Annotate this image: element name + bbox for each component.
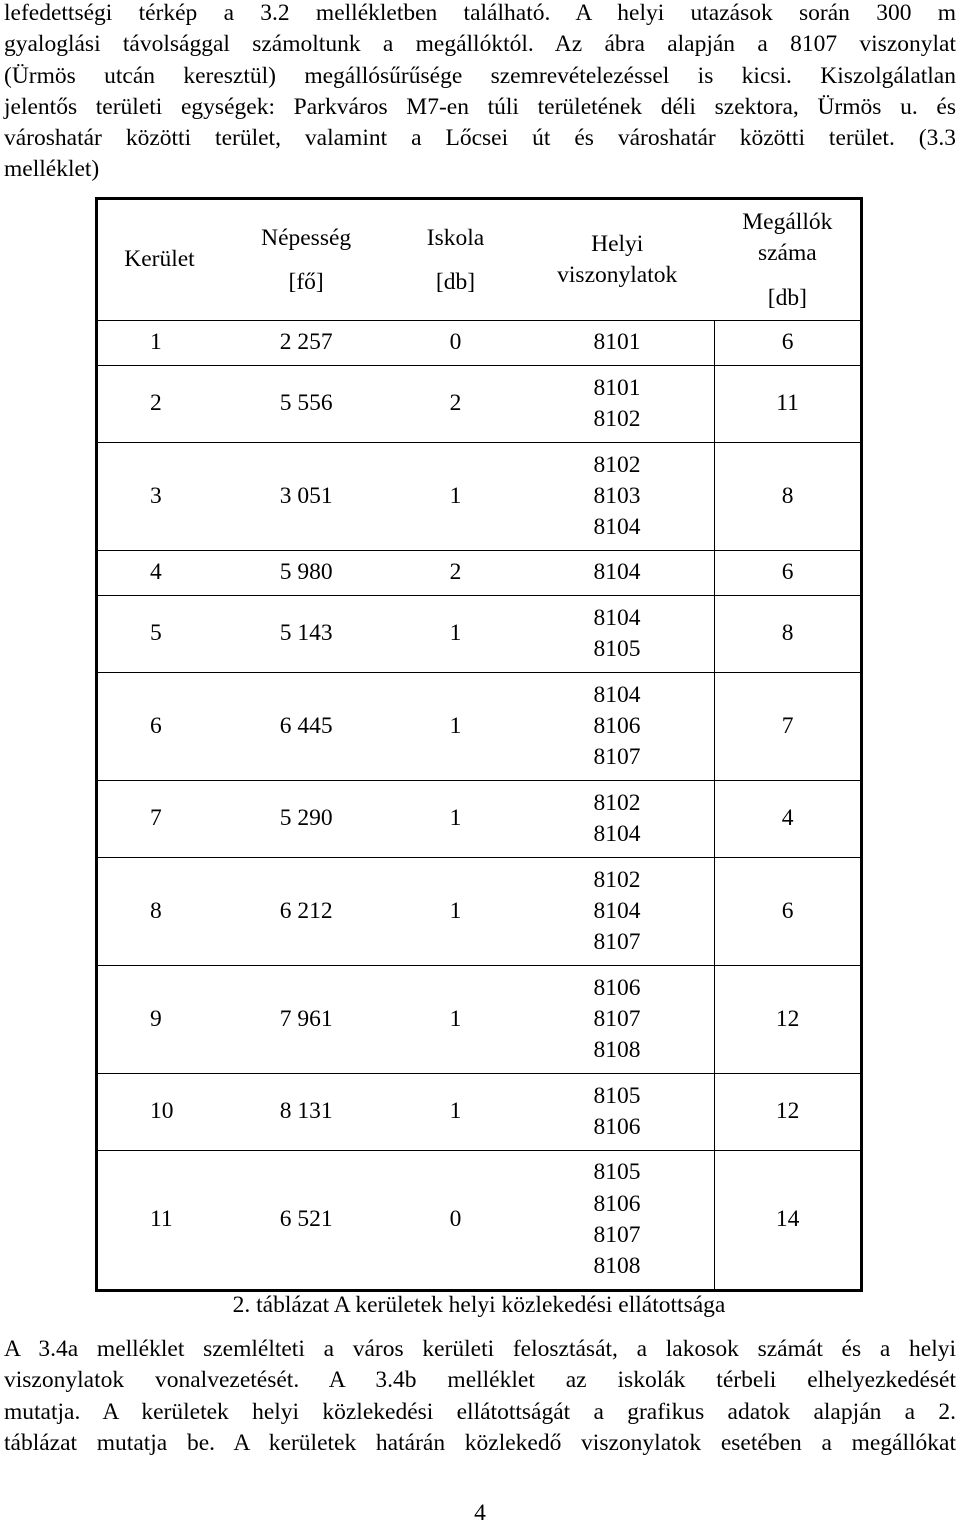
cell-viszonylatok bbox=[520, 1151, 715, 1291]
route-number: 8104 bbox=[593, 604, 641, 631]
intro-line: lefedettségi térkép a 3.2 mellékletben található. A helyi utazások során 300 m bbox=[4, 0, 956, 26]
header-kerulet-label: Kerület bbox=[124, 246, 195, 273]
cell-viszonylatok bbox=[520, 596, 715, 673]
header-iskola bbox=[391, 199, 519, 321]
cell-iskola: 0 bbox=[391, 321, 519, 366]
intro-paragraph bbox=[4, 0, 956, 186]
header-megallok-unit: [db] bbox=[767, 284, 807, 311]
cell-iskola: 1 bbox=[391, 858, 519, 966]
cell-kerulet: 9 bbox=[97, 966, 221, 1074]
table-row bbox=[97, 596, 862, 673]
header-iskola-label: Iskola bbox=[426, 225, 485, 251]
route-number: 8104 bbox=[593, 821, 641, 847]
table-row bbox=[97, 781, 862, 858]
route-number: 8106 bbox=[593, 712, 641, 739]
cell-iskola: 1 bbox=[391, 1074, 519, 1151]
route-number: 8101 bbox=[593, 329, 641, 356]
route-number: 8102 bbox=[593, 451, 641, 478]
route-number: 8107 bbox=[593, 1222, 641, 1248]
cell-kerulet: 8 bbox=[97, 858, 221, 966]
intro-line: városhatár közötti terület, valamint a Lőcsei út és városhatár közötti terület. (3.3 bbox=[4, 125, 956, 152]
cell-kerulet: 10 bbox=[97, 1074, 221, 1151]
route-number: 8107 bbox=[593, 929, 641, 956]
cell-viszonylatok bbox=[520, 551, 715, 596]
route-number: 8106 bbox=[593, 974, 641, 1001]
route-number: 8104 bbox=[593, 514, 641, 541]
cell-megallok: 8 bbox=[715, 596, 862, 673]
outro-line: viszonylatok vonalvezetését. A 3.4b melléklet az iskolák térbeli elhelyezkedését bbox=[4, 1367, 956, 1394]
route-number: 8108 bbox=[593, 1037, 641, 1064]
route-number: 8105 bbox=[593, 1082, 641, 1109]
cell-nepesseg: 6 445 bbox=[221, 673, 391, 781]
route-number: 8108 bbox=[593, 1253, 641, 1280]
outro-line: táblázat mutatja be. A kerületek határán közlekedő viszonylatok esetében a megállókat bbox=[4, 1429, 956, 1456]
cell-viszonylatok bbox=[520, 966, 715, 1074]
route-number: 8102 bbox=[593, 866, 641, 893]
route-number: 8104 bbox=[593, 897, 641, 924]
cell-kerulet: 3 bbox=[97, 443, 221, 551]
header-megallok-label: Megállók bbox=[742, 208, 833, 235]
table-row bbox=[97, 551, 862, 596]
cell-nepesseg: 6 212 bbox=[221, 858, 391, 966]
header-iskola-unit: [db] bbox=[435, 269, 476, 295]
cell-kerulet: 4 bbox=[97, 551, 221, 596]
cell-megallok: 7 bbox=[715, 673, 862, 781]
cell-viszonylatok bbox=[520, 321, 715, 366]
table-row bbox=[97, 443, 862, 551]
cell-nepesseg: 5 290 bbox=[221, 781, 391, 858]
cell-megallok: 4 bbox=[715, 781, 862, 858]
cell-nepesseg: 3 051 bbox=[221, 443, 391, 551]
table-row bbox=[97, 966, 862, 1074]
cell-nepesseg: 2 257 bbox=[221, 321, 391, 366]
header-helyi-label: Helyi bbox=[591, 230, 644, 257]
table-header-row bbox=[97, 199, 862, 321]
outro-paragraph bbox=[4, 1334, 956, 1459]
cell-nepesseg: 5 143 bbox=[221, 596, 391, 673]
cell-megallok: 12 bbox=[715, 966, 862, 1074]
route-number: 8106 bbox=[593, 1190, 641, 1217]
cell-viszonylatok bbox=[520, 443, 715, 551]
cell-nepesseg: 6 521 bbox=[221, 1151, 391, 1291]
table-caption: 2. táblázat A kerületek helyi közlekedési ellátottsága bbox=[232, 1292, 726, 1318]
header-helyi bbox=[520, 199, 715, 321]
header-megallok-label2: száma bbox=[757, 239, 817, 266]
route-number: 8107 bbox=[593, 744, 641, 771]
intro-line: jelentős területi egységek: Parkváros M7-en túli területének déli szektora, Ürmös u. és bbox=[4, 93, 956, 120]
route-number: 8107 bbox=[593, 1005, 641, 1032]
header-nepesseg bbox=[221, 199, 391, 321]
table-row bbox=[97, 1074, 862, 1151]
intro-line: melléklet) bbox=[4, 156, 100, 183]
cell-iskola: 1 bbox=[391, 443, 519, 551]
header-kerulet bbox=[97, 199, 221, 321]
intro-line: (Ürmös utcán keresztül) megállósűrűsége szemrevételezéssel is kicsi. Kiszolgálatlan bbox=[4, 62, 956, 89]
cell-kerulet: 11 bbox=[97, 1151, 221, 1291]
route-number: 8105 bbox=[593, 636, 641, 662]
cell-viszonylatok bbox=[520, 366, 715, 443]
table-row bbox=[97, 858, 862, 966]
cell-megallok: 6 bbox=[715, 858, 862, 966]
route-number: 8106 bbox=[593, 1114, 641, 1140]
cell-nepesseg: 7 961 bbox=[221, 966, 391, 1074]
cell-iskola: 0 bbox=[391, 1151, 519, 1291]
cell-iskola: 1 bbox=[391, 966, 519, 1074]
cell-iskola: 1 bbox=[391, 781, 519, 858]
header-nepesseg-label: Népesség bbox=[261, 225, 352, 251]
cell-megallok: 6 bbox=[715, 551, 862, 596]
cell-viszonylatok bbox=[520, 1074, 715, 1151]
outro-line: mutatja. A kerületek helyi közlekedési ellátottságát a grafikus adatok alapján a 2. bbox=[4, 1398, 956, 1425]
cell-kerulet: 6 bbox=[97, 673, 221, 781]
cell-viszonylatok bbox=[520, 858, 715, 966]
outro-line: A 3.4a melléklet szemlélteti a város kerületi felosztását, a lakosok számát és a helyi bbox=[4, 1336, 956, 1362]
cell-iskola: 1 bbox=[391, 596, 519, 673]
route-number: 8104 bbox=[593, 681, 641, 708]
table-row bbox=[97, 366, 862, 443]
cell-megallok: 6 bbox=[715, 321, 862, 366]
cell-kerulet: 5 bbox=[97, 596, 221, 673]
route-number: 8103 bbox=[593, 482, 641, 509]
cell-kerulet: 7 bbox=[97, 781, 221, 858]
cell-megallok: 11 bbox=[715, 366, 862, 443]
table-row bbox=[97, 1151, 862, 1291]
district-transport-table bbox=[95, 197, 863, 1292]
cell-iskola: 2 bbox=[391, 551, 519, 596]
cell-kerulet: 1 bbox=[97, 321, 221, 366]
cell-nepesseg: 5 556 bbox=[221, 366, 391, 443]
cell-megallok: 8 bbox=[715, 443, 862, 551]
route-number: 8102 bbox=[593, 789, 641, 816]
cell-viszonylatok bbox=[520, 781, 715, 858]
page-number: 4 bbox=[474, 1500, 486, 1526]
cell-nepesseg: 8 131 bbox=[221, 1074, 391, 1151]
cell-megallok: 12 bbox=[715, 1074, 862, 1151]
table-row bbox=[97, 673, 862, 781]
header-nepesseg-unit: [fő] bbox=[288, 269, 324, 295]
route-number: 8105 bbox=[593, 1159, 641, 1186]
cell-iskola: 2 bbox=[391, 366, 519, 443]
header-megallok bbox=[715, 199, 862, 321]
route-number: 8104 bbox=[593, 559, 641, 586]
cell-nepesseg: 5 980 bbox=[221, 551, 391, 596]
intro-line: gyaloglási távolsággal számoltunk a megállóktól. Az ábra alapján a 8107 viszonylat bbox=[4, 31, 956, 58]
table-row bbox=[97, 321, 862, 366]
header-helyi-label2: viszonylatok bbox=[557, 262, 678, 288]
cell-iskola: 1 bbox=[391, 673, 519, 781]
cell-viszonylatok bbox=[520, 673, 715, 781]
cell-megallok: 14 bbox=[715, 1151, 862, 1291]
cell-kerulet: 2 bbox=[97, 366, 221, 443]
route-number: 8101 bbox=[593, 374, 641, 401]
route-number: 8102 bbox=[593, 406, 641, 432]
